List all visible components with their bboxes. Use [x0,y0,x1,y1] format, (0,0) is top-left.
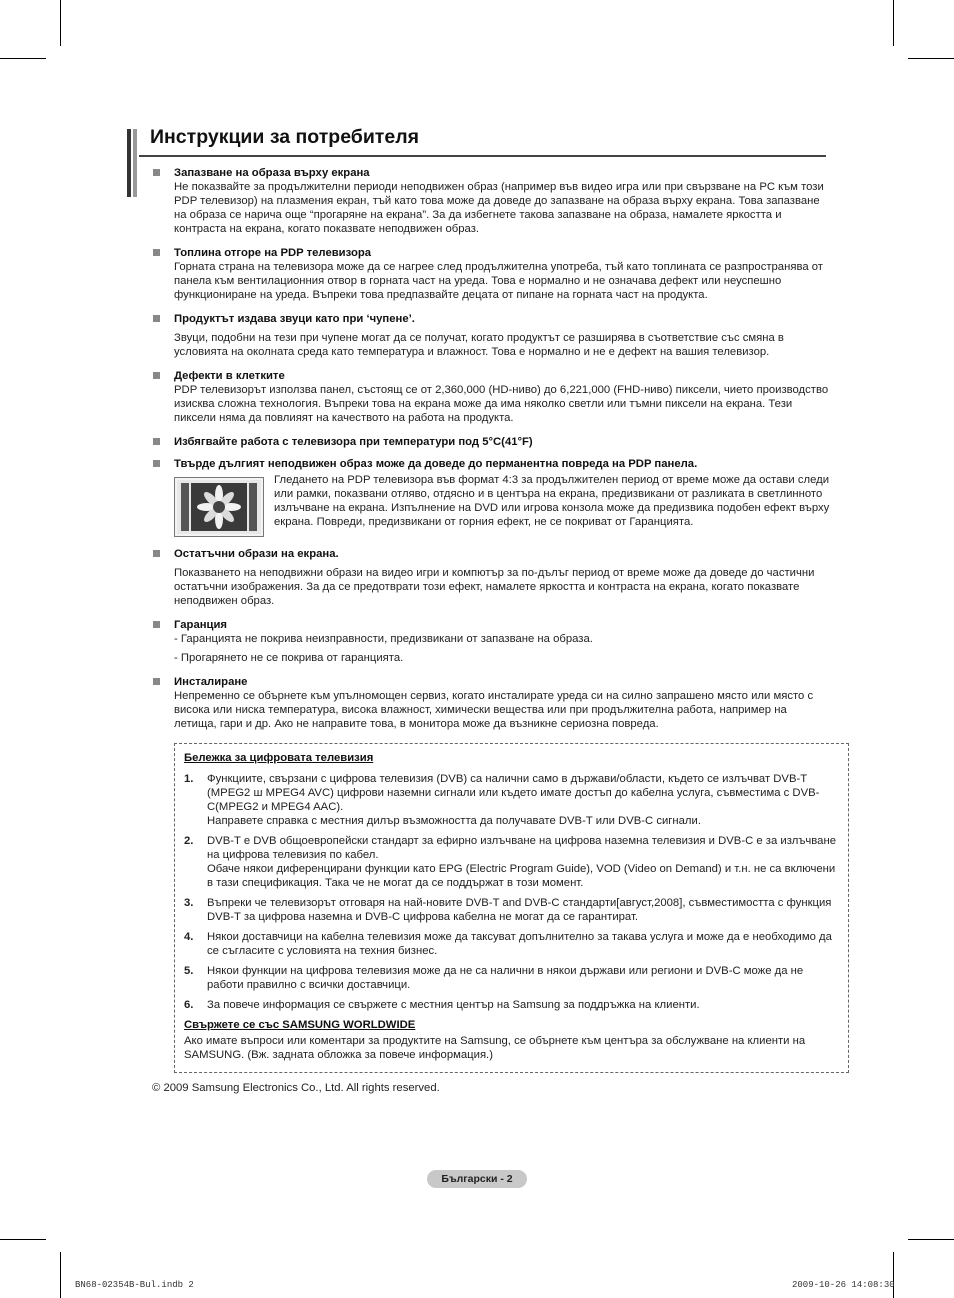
section-cracking-noise [152,312,832,359]
note-item-text: Направете справка с местния дилър възможността да получавате DVB-T или DVB-C сигнали. [207,815,701,827]
section-heading: Инсталиране [174,676,248,688]
section-still-image [152,457,832,537]
bullet-icon [153,438,160,445]
note-item-text: За повече информация се свържете с местния център на Samsung за поддръжка на клиенти. [207,999,700,1011]
crop-mark [893,0,894,46]
note-item-text: Обаче някои диференцирани функции като EPG (Electric Program Guide), VOD (Video on Demand) и т.н. не са включени в тази спецификация. Така че не могат да се поддържат в този момент. [207,863,836,889]
section-text: Непременно се обърнете към упълномощен сервиз, когато инсталирате уреда си на силно запрашено място или място с висока или ниска температура, висока влажност, химически вещества или при продължителна работа, например на летища, гари и др. Ако не направите това, в монитора може да възникне сериозна повреда. [174,690,814,730]
bullet-icon [153,550,160,557]
section-text: PDP телевизорът използва панел, състоящ се от 2,360,000 (HD-ниво) до 6,221,000 (FHD-ниво) пиксели, чието производство изисква сложна технология. Въпреки това на екрана може да има няколко светли или тъмни пиксели на екрана. Тези пиксели няма да повлияят на качеството на работа на продукта. [174,384,829,424]
section-text: Гледането на PDP телевизора във формат 4:3 за продължителен период от време може да остави следи или рамки, показвани отляво, отдясно и в центъра на екрана, предизвикани от разликата в светлинното излъчване на екрана. Изпълнение на DVD или игрова конзола може да предизвика подобен ефект върху екрана. Повреди, предизвикани от горния ефект, не се покриват от Гаранцията. [274,474,830,528]
section-cell-defects [152,369,832,425]
note-item-text: Някои функции на цифрова телевизия може да не са налични в някои държави или региони и DVB-C може да не работи правилно с всички доставчици. [207,965,804,991]
section-heading: Дефекти в клетките [174,370,285,382]
bullet-icon [153,372,160,379]
note-item [184,772,839,828]
title-accent-bar [127,129,131,197]
section-heading: Гаранция [174,619,228,631]
still-image-row [174,473,832,537]
note-item [184,964,839,992]
crop-mark [893,1252,894,1298]
footer-date: 2009-10-26 14:08:30 [792,1280,895,1290]
title-accent-bar-light [133,129,137,197]
note-item-text: DVB-T е DVB общоевропейски стандарт за ефирно излъчване на цифрова наземна телевизия и DVB-C е за излъчване на цифрова телевизия по кабел. [207,835,836,861]
section-heading: Топлина отгоре на PDP телевизора [174,247,372,259]
section-text: Не показвайте за продължителни периоди неподвижен образ (например във видео игра или при свързване на PC към този PDP телевизор) на плазмения екран, тъй като това може да доведе до запазване на образа върху екрана. Това запазване на образа се нарича още “прогаряне на екрана”. За да избегнете такова запазване на образа, намалете яркостта и контраста на екрана, когато показвате неподвижен образ. [174,181,824,235]
section-warranty [152,618,832,665]
bullet-icon [153,460,160,467]
crop-mark [0,1239,46,1240]
note-list [184,772,839,1012]
page-number-badge: Български - 2 [427,1170,527,1188]
bullet-icon [153,621,160,628]
note-item-number: 5. [184,965,194,977]
crop-mark [60,0,61,46]
flower-screen-image [174,477,264,537]
contact-heading: Свържете се със SAMSUNG WORLDWIDE [184,1019,416,1031]
digital-tv-note [174,743,849,1073]
crop-mark [908,1239,954,1240]
section-heading: Запазване на образа върху екрана [174,167,370,179]
note-item-text: Някои доставчици на кабелна телевизия може да таксуват допълнително за такава услуга и може да е необходимо да се съгласите с условията на техния бизнес. [207,931,832,957]
section-temperature [152,435,832,449]
crop-mark [0,58,46,59]
bullet-icon [153,249,160,256]
note-item [184,930,839,958]
crop-mark [908,58,954,59]
note-item [184,998,839,1012]
section-text: Показването на неподвижни образи на видео игри и компютър за по-дълъг период от време може да доведе до частични остатъчни изображения. За да се предотврати този ефект, намалете яркостта и контраста на екрана, когато показвате неподвижен образ. [174,567,815,607]
section-heat [152,246,832,302]
section-text: Звуци, подобни на тези при чупене могат да се получат, когато продуктът се разширява в съответствие със смяна в условията на околната среда като температура и влажност. Това е нормално и не е дефект на вашия телевизор. [174,332,784,358]
section-afterimages [152,547,832,608]
section-installation [152,675,832,731]
section-heading: Избягвайте работа с телевизора при температури под 5°C(41°F) [174,436,533,448]
note-item-number: 4. [184,931,194,943]
note-item-number: 1. [184,773,194,785]
bullet-icon [153,169,160,176]
section-heading: Твърде дългият неподвижен образ може да доведе до перманентна повреда на PDP панела. [174,458,698,470]
section-heading: Продуктът издава звуци като при ‘чупене’. [174,313,415,325]
note-item [184,896,839,924]
bullet-icon [153,678,160,685]
instructions-content [152,166,832,741]
warranty-line: - Гаранцията не покрива неизправности, предизвикани от запазване на образа. [174,633,593,645]
note-item-number: 3. [184,897,194,909]
note-heading: Бележка за цифровата телевизия [184,752,374,764]
note-item-text: Въпреки че телевизорът отговаря на най-новите DVB-T and DVB-C стандарти[август,2008], съвместимостта с функция DVB-T за цифрова наземна и DVB-C цифрова кабелна не могат да се гарантират. [207,897,832,923]
section-text: Горната страна на телевизора може да се нагрее след продължителна употреба, тъй като топлината се разпространява от панела към вентилационния отвор в горната част на уреда. Това е нормално и не означава дефект или неуспешно функциониране на уреда. Въпреки това предпазвайте децата от пипане на горната част на продукта. [174,261,823,301]
copyright: © 2009 Samsung Electronics Co., Ltd. All rights reserved. [152,1082,440,1094]
footer-file: BN68-02354B-Bul.indb 2 [75,1280,194,1290]
page-title: Инструкции за потребителя [150,126,419,148]
bullet-icon [153,315,160,322]
title-rule [139,155,826,157]
section-image-retention [152,166,832,236]
note-item-text: Функциите, свързани с цифрова телевизия (DVB) са налични само в държави/области, където се излъчват DVB-T (MPEG2 ш MPEG4 AVC) цифрови наземни сигнали или където имате достъп до кабелна услуга, съвместима с DVB-C(MPEG2 и MPEG4 AAC). [207,773,820,813]
warranty-line: - Прогарянето не се покрива от гаранцията. [174,652,404,664]
note-item-number: 2. [184,835,194,847]
contact-text: Ако имате въпроси или коментари за продуктите на Samsung, се обърнете към центъра за обслужване на клиенти на SAMSUNG. (Вж. задната обложка за повече информация.) [184,1035,806,1061]
note-item [184,834,839,890]
crop-mark [60,1252,61,1298]
note-item-number: 6. [184,999,194,1011]
section-heading: Остатъчни образи на екрана. [174,548,339,560]
